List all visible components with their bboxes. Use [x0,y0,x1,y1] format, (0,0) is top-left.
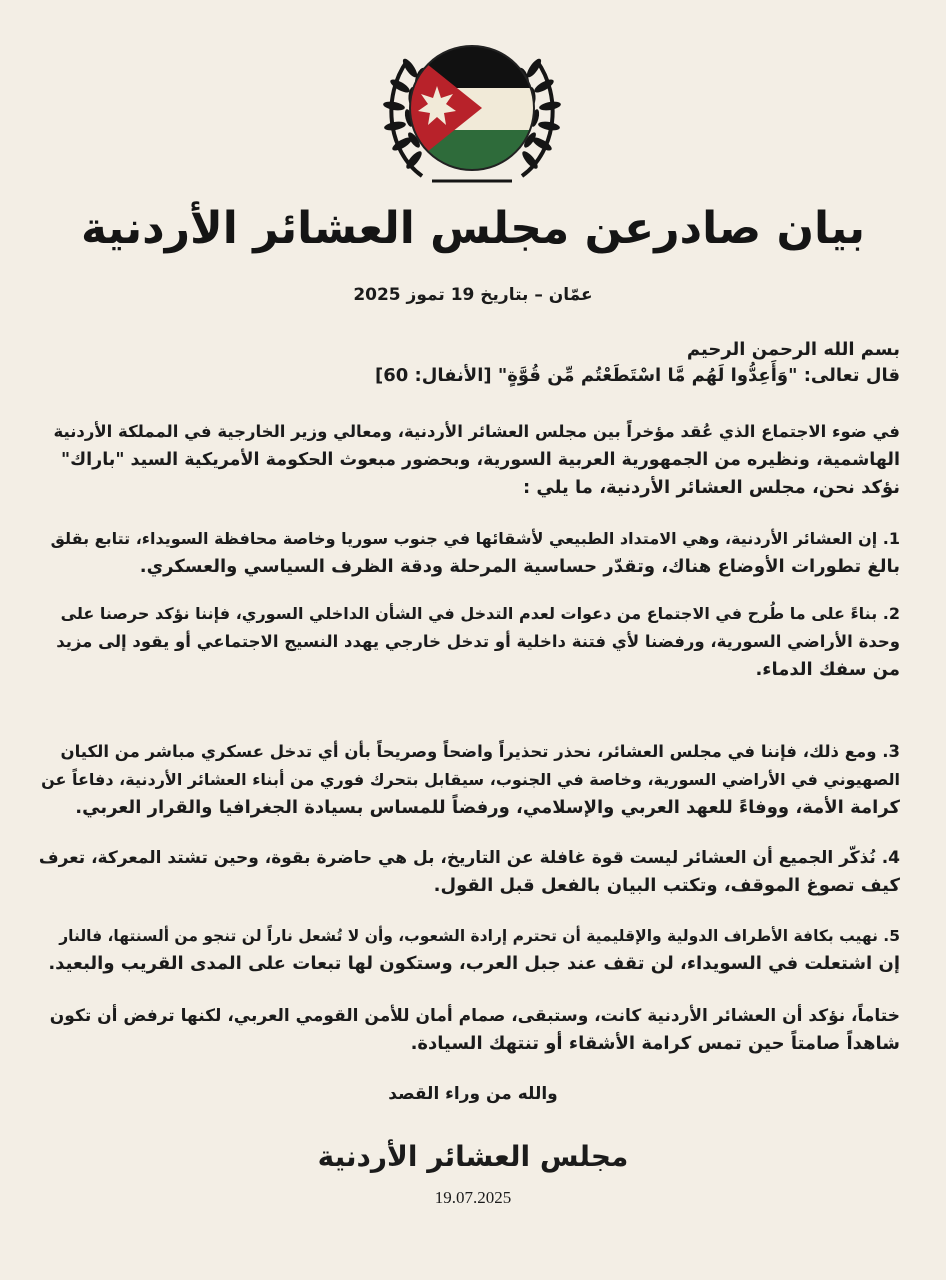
page-title: بيان صادرعن مجلس العشائر الأردنية [80,203,866,254]
point-line: 2. بناءً على ما طُرح في الاجتماع من دعوات لعدم التدخل في الشأن الداخلي السوري، فإننا نؤكد حرصنا على [60,604,900,623]
signature: مجلس العشائر الأردنية [317,1140,629,1173]
conclusion-paragraph [38,1002,900,1058]
signature-date: 19.07.2025 [434,1188,512,1207]
date-line: عمّان – بتاريخ 19 تموز 2025 [353,285,593,305]
point-5 [38,922,900,978]
conclusion-line: ختاماً، نؤكد أن العشائر الأردنية كانت، وستبقى، صمام أمان للأمن القومي العربي، لكنها ترفض أن تكون [49,1006,900,1026]
point-3 [38,738,900,822]
point-line: بالغ تطورات الأوضاع هناك، وتقدّر حساسية المرحلة ودقة الظرف السياسي والعسكري. [139,556,900,577]
intro-line: في ضوء الاجتماع الذي عُقد مؤخراً بين مجلس العشائر الأردنية، ومعالي وزير الخارجية في المملكة الأردنية [53,422,900,441]
point-1 [38,525,900,581]
point-line: كرامة الأمة، ووفاءً للعهد العربي والإسلامي، ورفضاً للمساس بسيادة الجغرافيا والقرار العربي. [75,797,900,818]
point-line: 1. إن العشائر الأردنية، وهي الامتداد الطبيعي لأشقائها في جنوب سوريا وخاصة محافظة السويداء، تتابع بقلق [50,529,900,548]
point-line: إن اشتعلت في السويداء، لن تقف عند جبل العرب، وستكون لها تبعات على المدى القريب والبعيد. [48,953,900,974]
point-2 [38,600,900,684]
intro-paragraph [38,418,900,502]
point-line: الصهيوني في الأراضي السورية، وخاصة في الجنوب، سيقابل بتحرك فوري من أبناء العشائر الأردنية، دفاعاً عن [41,770,900,789]
council-emblem [362,36,582,196]
point-line: 3. ومع ذلك، فإننا في مجلس العشائر، نحذر تحذيراً واضحاً وصريحاً بأن أي تدخل عسكري مباشر من الكيان [60,742,900,761]
point-line: من سفك الدماء. [755,659,900,680]
point-line: كيف تصوغ الموقف، وتكتب البيان بالفعل قبل القول. [433,875,900,896]
basmala: بسم الله الرحمن الرحيم [686,339,900,360]
intro-line: الهاشمية، ونظيره من الجمهورية العربية السورية، وبحضور مبعوث الحكومة الأمريكية السيد "باراك" [60,450,900,470]
point-line: 5. نهيب بكافة الأطراف الدولية والإقليمية أن تحترم إرادة الشعوب، وأن لا تُشعل ناراً لن تنجو من ألسنتها، فالنار [59,927,900,945]
point-line: 4. نُذكّر الجميع أن العشائر ليست قوة غافلة عن التاريخ، بل هي حاضرة بقوة، وحين تشتد المعركة، تعرف [38,848,900,868]
intro-line: نؤكد نحن، مجلس العشائر الأردنية، ما يلي : [522,477,900,498]
point-line: وحدة الأراضي السورية، ورفضنا لأي فتنة داخلية أو تدخل خارجي يهدد النسيج الاجتماعي أو يقود إلى مزيد [56,632,900,651]
jordan-flag-icon [402,44,542,175]
quran-verse: قال تعالى: "وَأَعِدُّوا لَهُم مَّا اسْتَطَعْتُم مِّن قُوَّةٍ" [الأنفال: 60] [374,365,900,386]
conclusion-line: شاهداً صامتاً حين تمس كرامة الأشقاء أو تنتهك السيادة. [410,1033,900,1054]
point-4 [38,844,900,900]
closing-salutation: والله من وراء القصد [388,1084,558,1104]
